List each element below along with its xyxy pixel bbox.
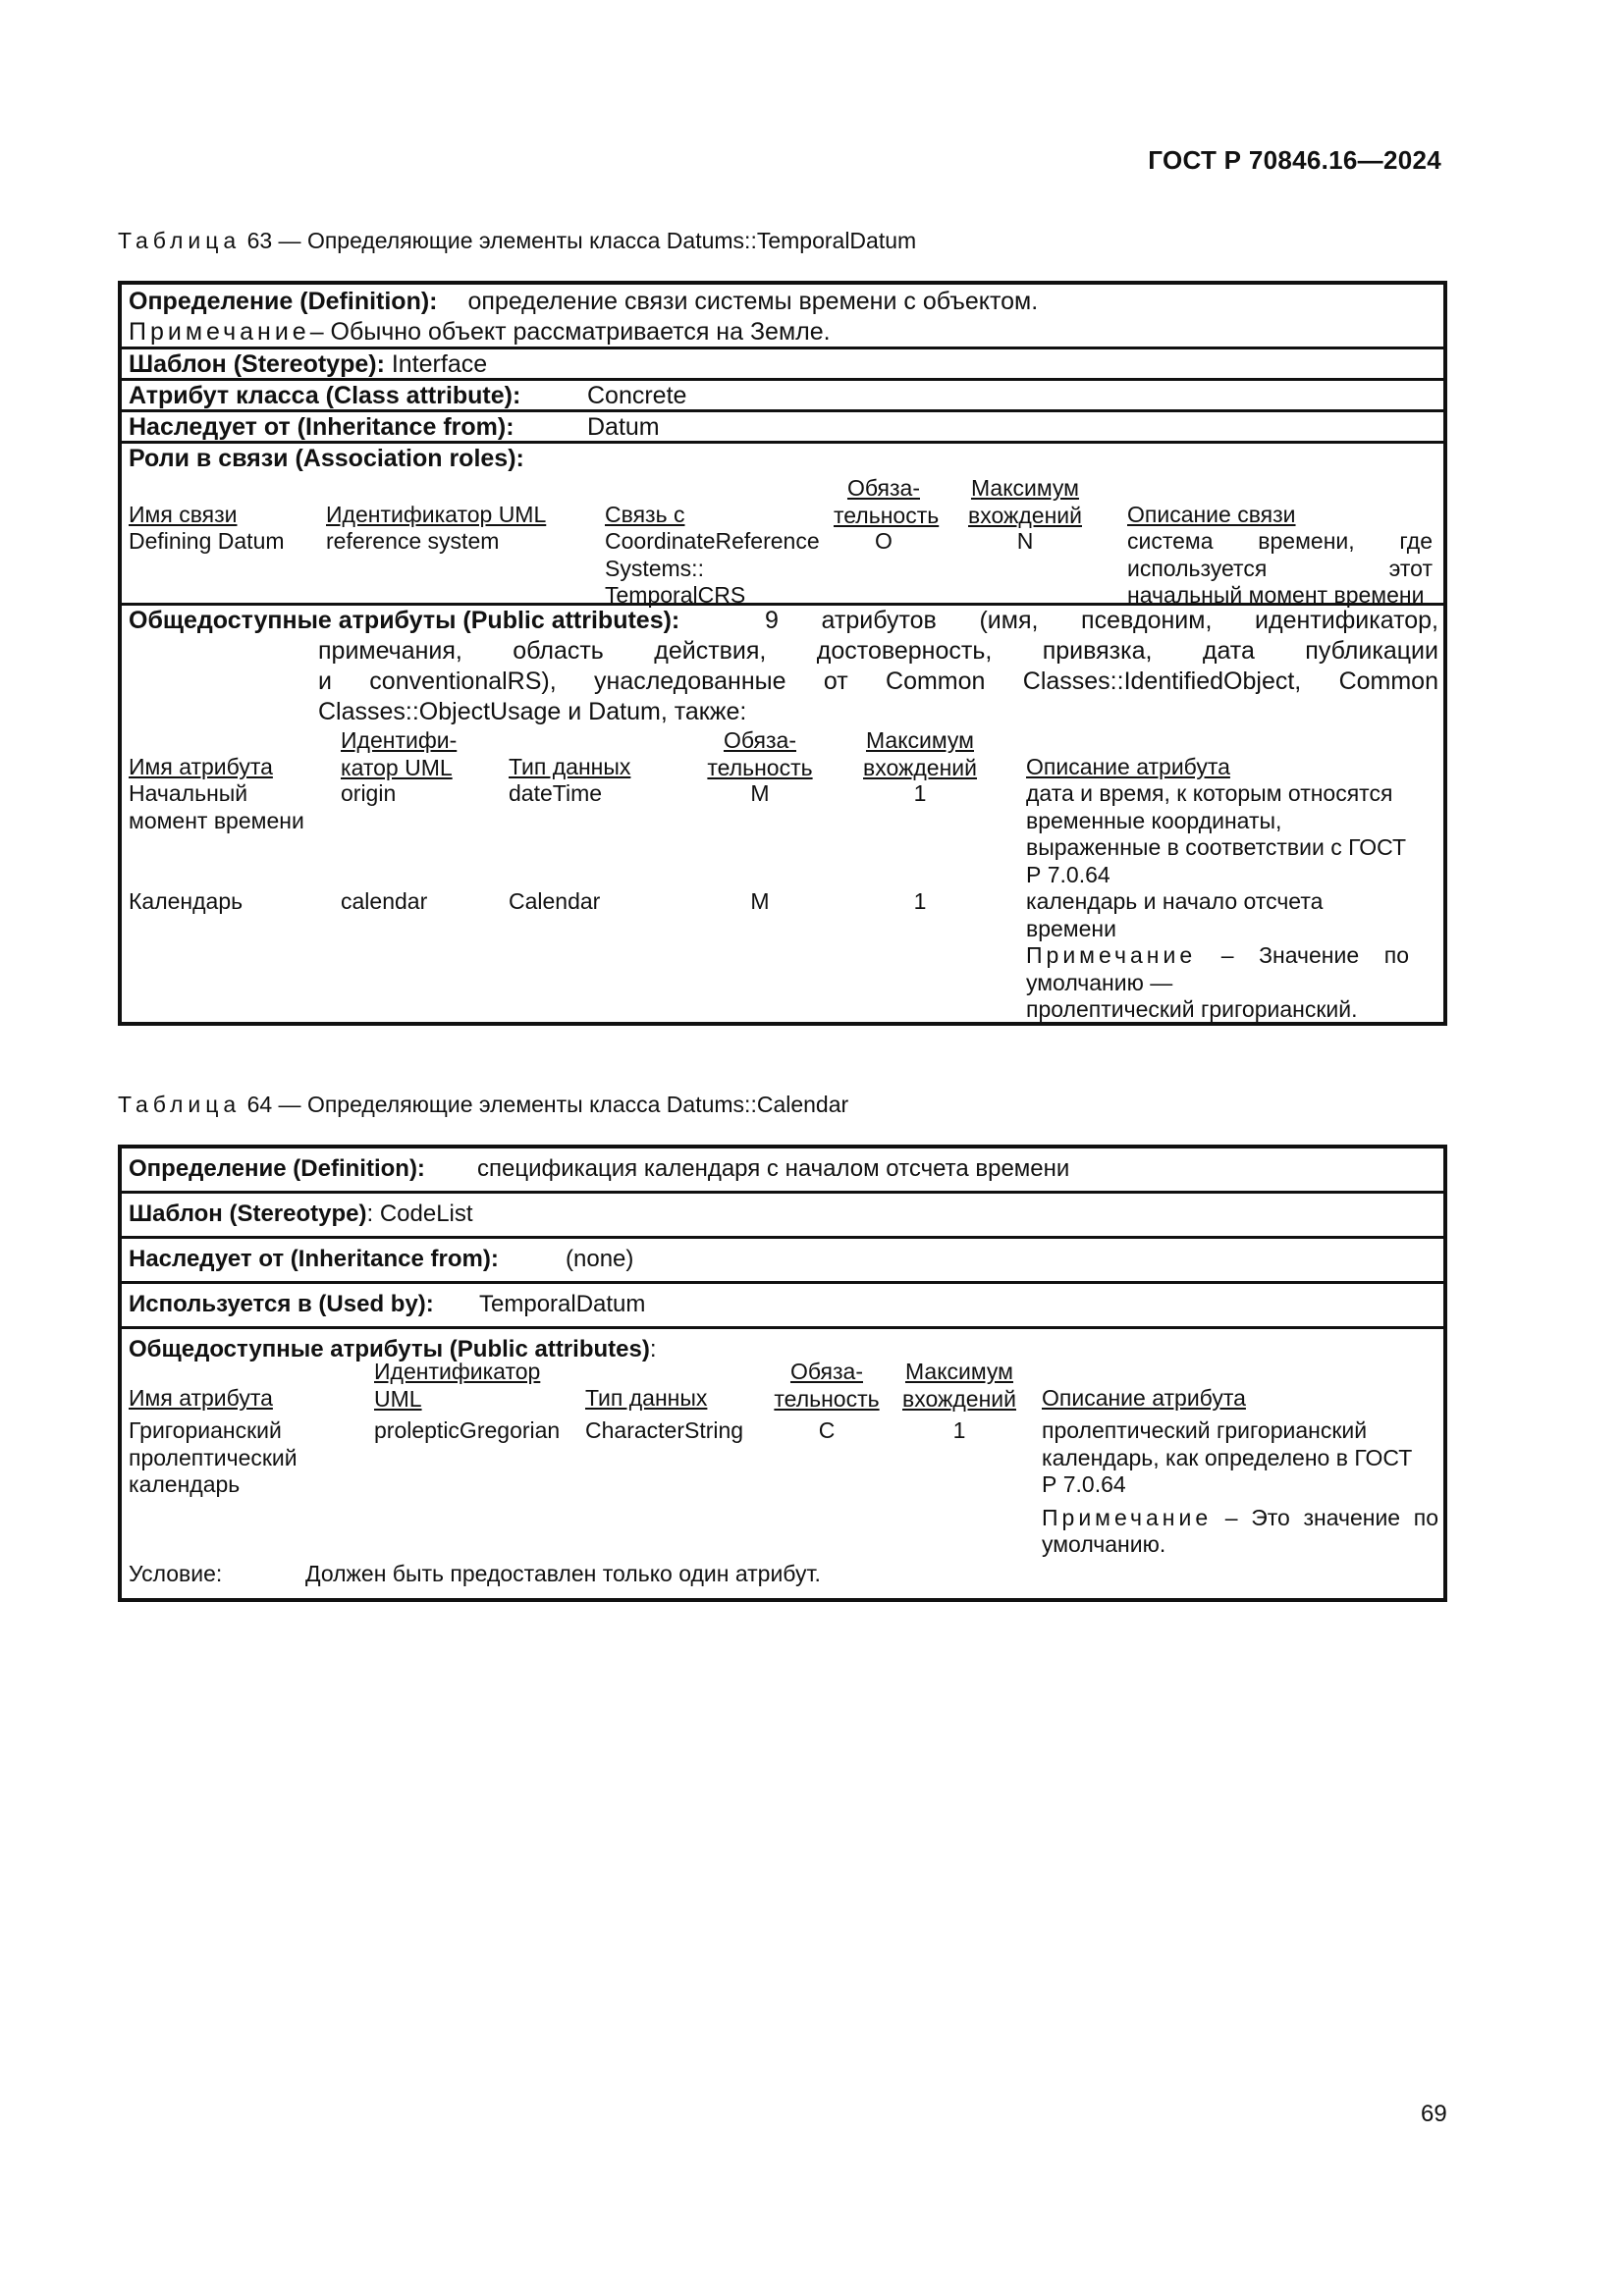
t63-attr-origin-type: dateTime [509,780,603,806]
t64-stereotype-label: Шаблон (Stereotype) [129,1201,367,1227]
t63-attr-calendar-note-rest: – Значение по [1220,942,1409,968]
t64-used-by-row [122,1284,1443,1329]
t64-attr-note-word: Примечание [1042,1504,1213,1530]
t63-attr-calendar-note [1026,942,1409,970]
t63-attr-origin-name [129,780,304,834]
t63-attr-origin-desc-1: дата и время, к которым относятся [1026,780,1393,806]
t64-stereotype-row [122,1194,1443,1239]
t64-attr-oblig: C [818,1417,836,1443]
t64-used-by-label: Используется в (Used by): [129,1291,434,1317]
t63-inheritance-value: Datum [587,413,660,441]
page-number: 69 [1421,2101,1447,2127]
table-63-caption-word: Таблица [118,228,242,253]
t64-attr-name-header: Имя атрибута [129,1385,273,1411]
t64-attr-desc-1: пролептический григорианский [1042,1417,1368,1443]
t63-attr-calendar-name: Календарь [129,888,244,914]
t63-attr-calendar-type: Calendar [509,888,601,914]
t63-role-link-3: TemporalCRS [605,582,746,608]
t63-role-desc-3: начальный момент времени [1127,582,1425,608]
table-63-caption-text: 63 — Определяющие элементы класса Datums::TemporalDatum [246,228,917,253]
t63-class-attribute-label: Атрибут класса (Class attribute): [129,382,521,409]
table-63 [118,281,1447,1026]
table-64-caption-text: 64 — Определяющие элементы класса Datums::Calendar [246,1092,849,1117]
table-64-caption-word: Таблица [118,1092,242,1117]
t64-attr-uml-header-1: Идентификатор [374,1359,541,1384]
t63-definition-row [122,285,1443,349]
t63-role-description [1127,528,1433,610]
t63-stereotype-label: Шаблон (Stereotype): [129,350,385,378]
t63-attr-origin-max: 1 [913,780,927,806]
t63-definition-value: определение связи системы времени с объектом. [467,288,1039,315]
t63-roles-max-header-2: вхождений [968,502,1082,528]
document-standard-header: ГОСТ Р 70846.16—2024 [1148,145,1441,175]
t63-attr-oblig-header-1: Обяза- [723,727,796,753]
t64-public-attributes-row [122,1329,1443,1598]
t64-public-attributes-colon: : [649,1336,657,1362]
t63-roles-max-header [964,475,1086,529]
t63-class-attribute-row [122,381,1443,412]
t63-inheritance-label: Наследует от (Inheritance from): [129,413,514,441]
t63-role-desc-1: система времени, где [1127,528,1433,554]
t63-stereotype-row [122,349,1443,381]
t63-public-line-2: примечания, область действия, достоверность, привязка, дата публикации [318,637,1438,665]
t63-public-line-1: 9 атрибутов (имя, псевдоним, идентификатор, [765,607,1438,634]
t63-class-attribute-value: Concrete [587,382,687,409]
t63-attr-calendar-description [1026,888,1409,1024]
t63-attr-calendar-note-3: пролептический григорианский. [1026,996,1358,1022]
t63-attr-origin-desc-3: выраженные в соответствии с ГОСТ [1026,834,1407,860]
t63-attr-origin-desc-2: временные координаты, [1026,807,1282,833]
t63-association-roles-row [122,444,1443,606]
t63-attr-name-header: Имя атрибута [129,754,273,779]
t63-attr-type-header: Тип данных [509,754,631,779]
t63-stereotype-value: Interface [391,350,488,378]
t63-attr-origin-name-1: Начальный [129,780,248,806]
t63-association-roles-label: Роли в связи (Association roles): [129,445,524,472]
table-63-caption [118,228,916,254]
t64-attr-description [1042,1417,1438,1559]
t64-stereotype-value: : CodeList [366,1201,473,1227]
t63-attr-origin-name-2: момент времени [129,807,304,833]
t63-attr-calendar-max: 1 [913,888,927,914]
t63-role-link-1: CoordinateReference [605,528,820,554]
t64-attr-oblig-header-1: Обяза- [789,1359,863,1384]
t64-attr-note-rest: – Это значение по [1224,1504,1438,1530]
t63-public-attributes-row [122,606,1443,1022]
t63-roles-oblig-header-1: Обяза- [846,475,920,501]
t64-definition-row [122,1148,1443,1194]
t63-role-link-2: Systems:: [605,555,704,581]
t64-condition-value: Должен быть предоставлен только один атрибут. [305,1561,821,1586]
t63-attr-calendar-oblig: M [750,888,770,914]
t64-attr-oblig-header-2: тельность [774,1385,880,1412]
t64-attr-max-header-1: Максимум [904,1359,1013,1384]
t64-attr-uml: prolepticGregorian [374,1417,561,1443]
t64-inheritance-row [122,1239,1443,1284]
t63-roles-desc-header: Описание связи [1127,502,1296,527]
t63-attr-oblig-header [699,727,821,781]
t63-roles-name-header: Имя связи [129,502,238,527]
t63-attr-calendar-note-2: умолчанию — [1026,969,1173,995]
t63-attr-max-header-1: Максимум [865,727,974,753]
t63-role-desc-2: используется этот [1127,555,1433,581]
t64-condition-label: Условие: [129,1561,223,1586]
t63-attr-max-header-2: вхождений [863,754,977,780]
t64-attr-max-header [900,1359,1018,1413]
t63-public-attributes-intro [129,606,1438,727]
t63-role-name: Defining Datum [129,528,285,554]
t63-attr-origin-oblig: M [750,780,770,806]
t63-role-uml: reference system [326,528,500,554]
t64-attr-name-2: пролептический [129,1444,298,1470]
t63-attr-calendar-desc-1: календарь и начало отсчета [1026,888,1324,914]
t63-note-label: Примечание [129,318,310,346]
t63-public-attributes-label: Общедоступные атрибуты (Public attributes): [129,607,680,634]
t64-attr-note [1042,1505,1438,1532]
t63-attr-calendar-uml: calendar [341,888,428,914]
t64-attr-max: 1 [952,1417,966,1443]
t63-attr-uml-header [341,727,457,781]
t64-attr-oblig-header [772,1359,882,1413]
t63-attr-calendar-note-word: Примечание [1026,942,1197,968]
t63-attr-oblig-header-2: тельность [707,754,813,780]
table-64 [118,1145,1447,1602]
t63-attr-desc-header: Описание атрибута [1026,754,1230,779]
t63-role-oblig: O [875,528,893,554]
t63-roles-uml-header: Идентификатор UML [326,502,547,527]
t63-attr-calendar-desc-2: времени [1026,915,1116,941]
t64-attr-desc-header: Описание атрибута [1042,1385,1246,1411]
t63-inheritance-row [122,412,1443,444]
t63-attr-uml-header-1: Идентифи- [341,727,458,753]
t63-note-text: – Обычно объект рассматривается на Земле. [309,318,831,346]
t64-attr-desc-2: календарь, как определено в ГОСТ [1042,1444,1413,1470]
t63-role-link [605,528,820,610]
t64-inheritance-label: Наследует от (Inheritance from): [129,1246,499,1272]
t64-public-attributes-label: Общедоступные атрибуты (Public attributes) [129,1336,650,1362]
t64-used-by-value: TemporalDatum [479,1291,646,1317]
t63-definition-label: Определение (Definition): [129,288,438,315]
t64-inheritance-value: (none) [566,1246,634,1272]
t64-attr-uml-header [374,1359,540,1413]
t63-attr-origin-description [1026,780,1438,888]
t64-attr-desc-3: Р 7.0.64 [1042,1471,1126,1497]
table-64-caption [118,1092,848,1118]
t63-roles-oblig-header-2: тельность [834,502,940,528]
t63-roles-oblig-header [834,475,940,529]
t63-role-max: N [1016,528,1034,554]
t63-attr-max-header [856,727,984,781]
t64-attr-type: CharacterString [585,1417,744,1443]
t64-attr-type-header: Тип данных [585,1385,708,1411]
t64-attr-uml-header-2: UML [374,1385,422,1412]
t64-attr-note-2: умолчанию. [1042,1531,1166,1557]
t64-attr-max-header-2: вхождений [902,1385,1016,1412]
t64-attr-name-3: календарь [129,1471,241,1497]
t63-public-line-3: и conventionalRS), унаследованные от Common Classes::IdentifiedObject, Common [318,667,1438,695]
t63-roles-link-header: Связь с [605,502,685,527]
t63-roles-max-header-1: Максимум [970,475,1079,501]
t64-attr-name-1: Григорианский [129,1417,282,1443]
t64-definition-value: спецификация календаря с началом отсчета времени [477,1155,1070,1182]
t63-attr-origin-uml: origin [341,780,397,806]
t64-attr-name [129,1417,298,1499]
t63-public-line-4: Classes::ObjectUsage и Datum, также: [318,698,747,725]
t63-attr-origin-desc-4: Р 7.0.64 [1026,861,1110,887]
t64-definition-label: Определение (Definition): [129,1155,425,1182]
t63-attr-uml-header-2: катор UML [341,754,453,780]
